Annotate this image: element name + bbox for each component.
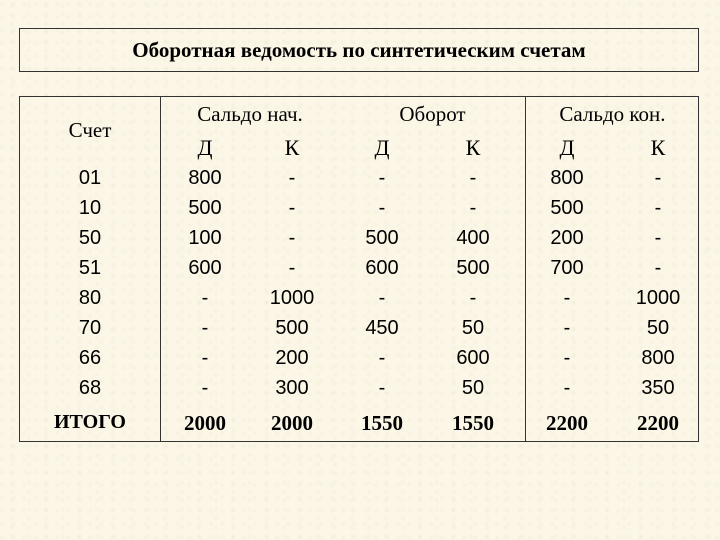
value-cell: - (469, 287, 477, 309)
account-cell: 68 (78, 377, 102, 399)
value-cell: 1000 (635, 287, 681, 309)
total-value-cell: 2200 (637, 411, 679, 435)
total-label: ИТОГО (54, 411, 126, 433)
value-cell: 200 (275, 347, 309, 369)
page-title: Оборотная ведомость по синтетическим счетам (132, 37, 586, 62)
value-cell: 500 (365, 227, 399, 249)
account-cell: 10 (78, 197, 102, 219)
value-cell: - (378, 167, 386, 189)
value-cell: 200 (550, 227, 584, 249)
value-cell: 1000 (269, 287, 315, 309)
value-cell: 600 (365, 257, 399, 279)
value-cell: - (469, 167, 477, 189)
turnover-table (19, 96, 699, 442)
value-cell: - (563, 377, 571, 399)
value-cell: 450 (365, 317, 399, 339)
credit-header: К (650, 135, 666, 160)
debit-header: Д (559, 135, 575, 160)
value-cell: 100 (188, 227, 222, 249)
account-cell: 51 (78, 257, 102, 279)
value-cell: - (201, 377, 209, 399)
value-cell: 350 (641, 377, 675, 399)
value-cell: - (654, 167, 662, 189)
table-divider (160, 97, 161, 441)
account-cell: 70 (78, 317, 102, 339)
credit-header: К (284, 135, 300, 160)
value-cell: 50 (461, 317, 485, 339)
table-divider (525, 97, 526, 441)
account-cell: 50 (78, 227, 102, 249)
value-cell: 50 (461, 377, 485, 399)
value-cell: - (288, 227, 296, 249)
value-cell: - (378, 347, 386, 369)
value-cell: - (288, 257, 296, 279)
value-cell: - (378, 377, 386, 399)
total-value-cell: 1550 (361, 411, 403, 435)
debit-header: Д (197, 135, 213, 160)
value-cell: - (201, 347, 209, 369)
value-cell: 500 (188, 197, 222, 219)
value-cell: 800 (641, 347, 675, 369)
value-cell: - (288, 167, 296, 189)
group-header-turnover: Оборот (399, 102, 466, 126)
credit-header: К (465, 135, 481, 160)
value-cell: - (378, 287, 386, 309)
account-header: Счет (68, 118, 112, 142)
value-cell: - (201, 317, 209, 339)
debit-header: Д (374, 135, 390, 160)
value-cell: - (654, 227, 662, 249)
title-box (19, 28, 699, 72)
value-cell: 400 (456, 227, 490, 249)
value-cell: 500 (275, 317, 309, 339)
total-value-cell: 2000 (271, 411, 313, 435)
value-cell: 500 (456, 257, 490, 279)
account-cell: 80 (78, 287, 102, 309)
group-header-closing-balance: Сальдо кон. (559, 102, 666, 126)
value-cell: 50 (646, 317, 670, 339)
value-cell: - (654, 197, 662, 219)
total-value-cell: 2200 (546, 411, 588, 435)
value-cell: - (469, 197, 477, 219)
value-cell: - (654, 257, 662, 279)
total-value-cell: 1550 (452, 411, 494, 435)
value-cell: - (288, 197, 296, 219)
value-cell: 600 (188, 257, 222, 279)
value-cell: - (563, 287, 571, 309)
value-cell: 500 (550, 197, 584, 219)
value-cell: - (201, 287, 209, 309)
value-cell: 700 (550, 257, 584, 279)
group-header-opening-balance: Сальдо нач. (197, 102, 303, 126)
value-cell: 800 (550, 167, 584, 189)
value-cell: 300 (275, 377, 309, 399)
value-cell: 800 (188, 167, 222, 189)
value-cell: 600 (456, 347, 490, 369)
account-cell: 01 (78, 167, 102, 189)
account-cell: 66 (78, 347, 102, 369)
value-cell: - (563, 347, 571, 369)
value-cell: - (378, 197, 386, 219)
total-value-cell: 2000 (184, 411, 226, 435)
value-cell: - (563, 317, 571, 339)
